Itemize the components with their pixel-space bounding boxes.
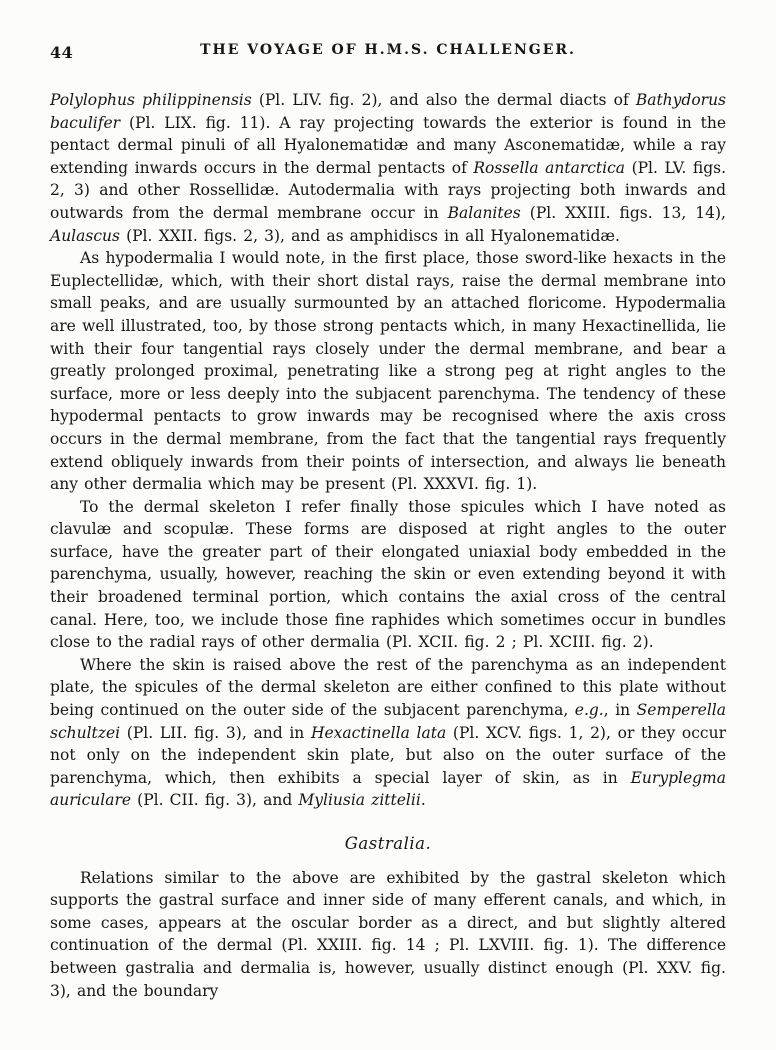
- text-segment: (Pl. LIX. fig. 11). A ray projecting towards the exterior is found in the pentact dermal pinuli of all Hyalonematidæ and many Asconematidæ, while a ray extending inwards occurs in the dermal pentacts of: [50, 113, 726, 177]
- italic-term: Hexactinella lata: [310, 723, 447, 742]
- text-segment: (Pl. LV. figs. 2, 3) and other Rossellidæ. Autodermalia with rays projecting both inwards and outwards from the dermal membrane occur in: [50, 158, 727, 222]
- text-segment: (Pl. XXIII. figs. 13, 14),: [520, 203, 726, 222]
- page-number: 44: [50, 43, 74, 62]
- text-segment: (Pl. XCV. figs. 1, 2), or they occur not only on the independent skin plate, but also on the outer surface of the parenchyma, which, then exhibits a special layer of skin, as in: [50, 723, 726, 787]
- paragraph: [50, 654, 726, 812]
- italic-term: Semperella schultzei: [50, 701, 726, 742]
- italic-term: Balanites: [447, 203, 521, 222]
- italic-term: Gastralia.: [344, 834, 432, 853]
- paragraph: [50, 247, 726, 496]
- italic-term: Rossella antarctica: [473, 158, 626, 177]
- text-segment: To the dermal skeleton I refer finally those spicules which I have noted as clavulæ and scopulæ. These forms are disposed at right angles to the outer surface, have the greater part of their elongated uniaxial body embedded in the parenchyma, usually, however, reaching the skin or even extending beyond it with their broadened terminal portion, which contains the axial cross of the central canal. Here, too, we include those fine raphides which sometimes occur in bundles close to the radial rays of other dermalia (Pl. XCII. fig. 2 ; Pl. XCIII. fig. 2).: [50, 497, 726, 652]
- text-segment: (Pl. LIV. fig. 2), and also the dermal diacts of: [251, 91, 636, 109]
- italic-term: Myliusia zittelii: [298, 791, 421, 810]
- text-segment: .: [420, 791, 426, 810]
- italic-term: Aulascus: [50, 226, 120, 245]
- paragraph: [50, 89, 726, 247]
- page-body: [50, 89, 726, 1002]
- text-segment: , in: [603, 701, 637, 720]
- text-segment: As hypodermalia I would note, in the first place, those sword-like hexacts in the Euplectellidæ, which, with their short distal rays, raise the dermal membrane into small peaks, and are usually surmounted by an attached floricome. Hypodermalia are well illustrated, too, by those strong pentacts which, in many Hexactinellida, lie with their four tangential rays closely under the dermal membrane, and bear a greatly prolonged proximal, penetrating like a strong peg at right angles to the surface, more or less deeply into the subjacent parenchyma. The tendency of these hypodermal pentacts to grow inwards may be recognised where the axis cross occurs in the dermal membrane, from the fact that the tangential rays frequently extend obliquely inwards from their points of intersection, and always lie beneath any other dermalia which may be present (Pl. XXXVI. fig. 1).: [50, 249, 726, 494]
- paragraph: [50, 496, 726, 654]
- italic-term: Bathydorus baculifer: [50, 91, 727, 132]
- text-segment: (Pl. XXII. figs. 2, 3), and as amphidiscs in all Hyalonematidæ.: [119, 226, 620, 245]
- running-title: THE VOYAGE OF H.M.S. CHALLENGER.: [200, 42, 576, 58]
- text-segment: Relations similar to the above are exhibited by the gastral skeleton which supports the gastral surface and inner side of many efferent canals, and which, in some cases, appears at the oscular border as a direct, and but slightly altered continuation of the dermal (Pl. XXIII. fig. 14 ; Pl. LXVIII. fig. 1). The difference between gastralia and dermalia is, however, usually distinct enough (Pl. XXV. fig. 3), and the boundary: [50, 868, 726, 1000]
- italic-term: Polylophus philippinensis: [50, 91, 252, 109]
- page-header: [50, 42, 726, 64]
- italic-term: Euryplegma auriculare: [50, 768, 726, 810]
- text-segment: Where the skin is raised above the rest of the parenchyma as an independent plate, the spicules of the dermal skeleton are either confined to this plate without being continued on the outer side of the subjacent parenchyma,: [50, 655, 726, 720]
- text-segment: (Pl. LII. fig. 3), and in: [120, 723, 311, 742]
- paragraph: [50, 867, 726, 1003]
- text-segment: (Pl. CII. fig. 3), and: [131, 791, 299, 810]
- section-heading: [50, 833, 726, 856]
- italic-term: e.g.: [574, 701, 604, 720]
